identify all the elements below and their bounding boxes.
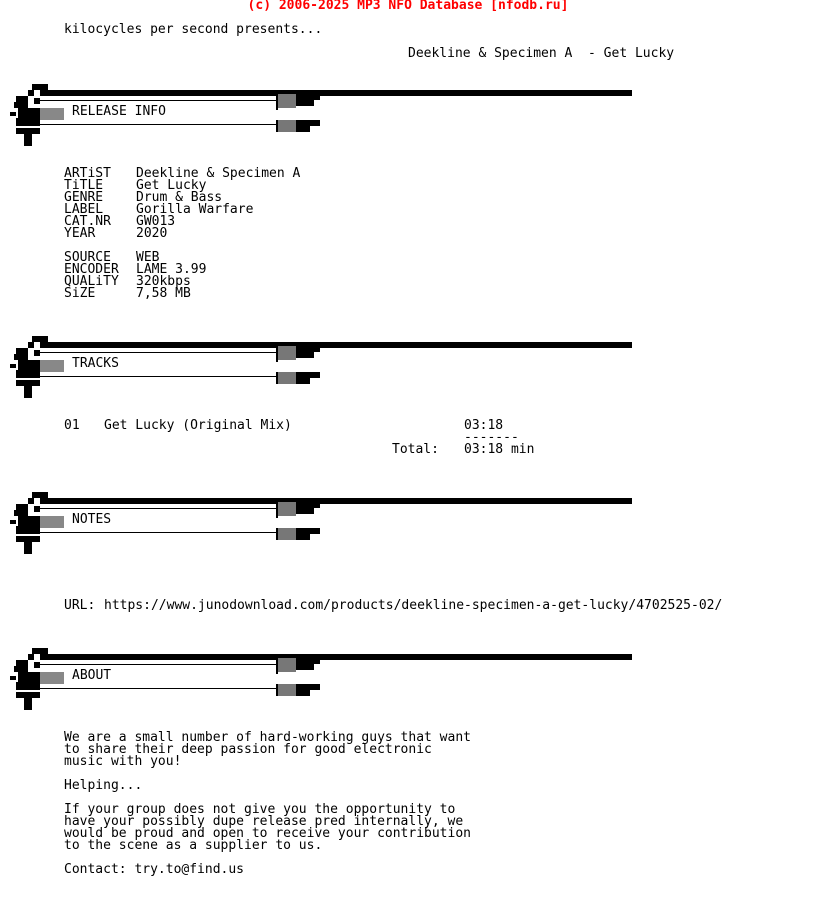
tech-key: SiZE	[64, 286, 96, 301]
section-title-release-info: RELEASE INFO	[72, 104, 166, 119]
track-number: 01	[64, 418, 80, 433]
url-link[interactable]: https://www.junodownload.com/products/deekline-specimen-a-get-lucky/4702525-02/	[104, 598, 723, 613]
info-value: 2020	[136, 226, 168, 241]
info-value: Drum & Bass	[136, 190, 223, 205]
info-value: Get Lucky	[136, 178, 207, 193]
info-key: CAT.NR	[64, 214, 111, 229]
info-value: GW013	[136, 214, 176, 229]
total-value: 03:18 min	[464, 442, 535, 457]
track-title: Get Lucky (Original Mix)	[104, 418, 292, 433]
about-line: to share their deep passion for good electronic	[64, 742, 432, 757]
section-banner-tracks	[0, 336, 640, 412]
section-title-notes: NOTES	[72, 512, 112, 527]
about-line: to the scene as a supplier to us.	[64, 838, 323, 853]
about-line: If your group does not give you the opportunity to	[64, 802, 456, 817]
section-banner-notes	[0, 492, 640, 568]
intro-text: kilocycles per second presents...	[64, 22, 323, 37]
info-value: Gorilla Warfare	[136, 202, 254, 217]
banner-art	[0, 336, 640, 412]
tech-key: SOURCE	[64, 250, 111, 265]
about-contact: Contact: try.to@find.us	[64, 862, 245, 877]
url-label: URL:	[64, 598, 96, 613]
info-key: YEAR	[64, 226, 96, 241]
about-helping: Helping...	[64, 778, 143, 793]
total-label: Total:	[392, 442, 439, 457]
banner-art	[0, 492, 640, 568]
section-title-about: ABOUT	[72, 668, 112, 683]
about-line: music with you!	[64, 754, 182, 769]
section-banner-about	[0, 648, 640, 724]
info-key: GENRE	[64, 190, 104, 205]
tracks-separator: -------	[464, 430, 519, 445]
info-key: TiTLE	[64, 178, 104, 193]
section-banner-release-info	[0, 84, 640, 160]
site-header: (c) 2006-2025 MP3 NFO Database [nfodb.ru]	[247, 0, 569, 13]
tech-value: LAME 3.99	[136, 262, 207, 277]
info-value: Deekline & Specimen A	[136, 166, 301, 181]
info-key: LABEL	[64, 202, 104, 217]
info-key: ARTiST	[64, 166, 111, 181]
about-line: We are a small number of hard-working guys that want	[64, 730, 471, 745]
tech-key: QUALiTY	[64, 274, 119, 289]
tech-key: ENCODER	[64, 262, 119, 277]
banner-art	[0, 648, 640, 724]
tech-value: 320kbps	[136, 274, 191, 289]
track-time: 03:18	[464, 418, 504, 433]
tech-value: 7,58 MB	[136, 286, 191, 301]
banner-art	[0, 84, 640, 160]
about-line: have your possibly dupe release pred internally, we	[64, 814, 464, 829]
section-title-tracks: TRACKS	[72, 356, 119, 371]
tech-value: WEB	[136, 250, 160, 265]
release-title: Deekline & Specimen A - Get Lucky	[408, 46, 675, 61]
about-line: would be proud and open to receive your contribution	[64, 826, 471, 841]
